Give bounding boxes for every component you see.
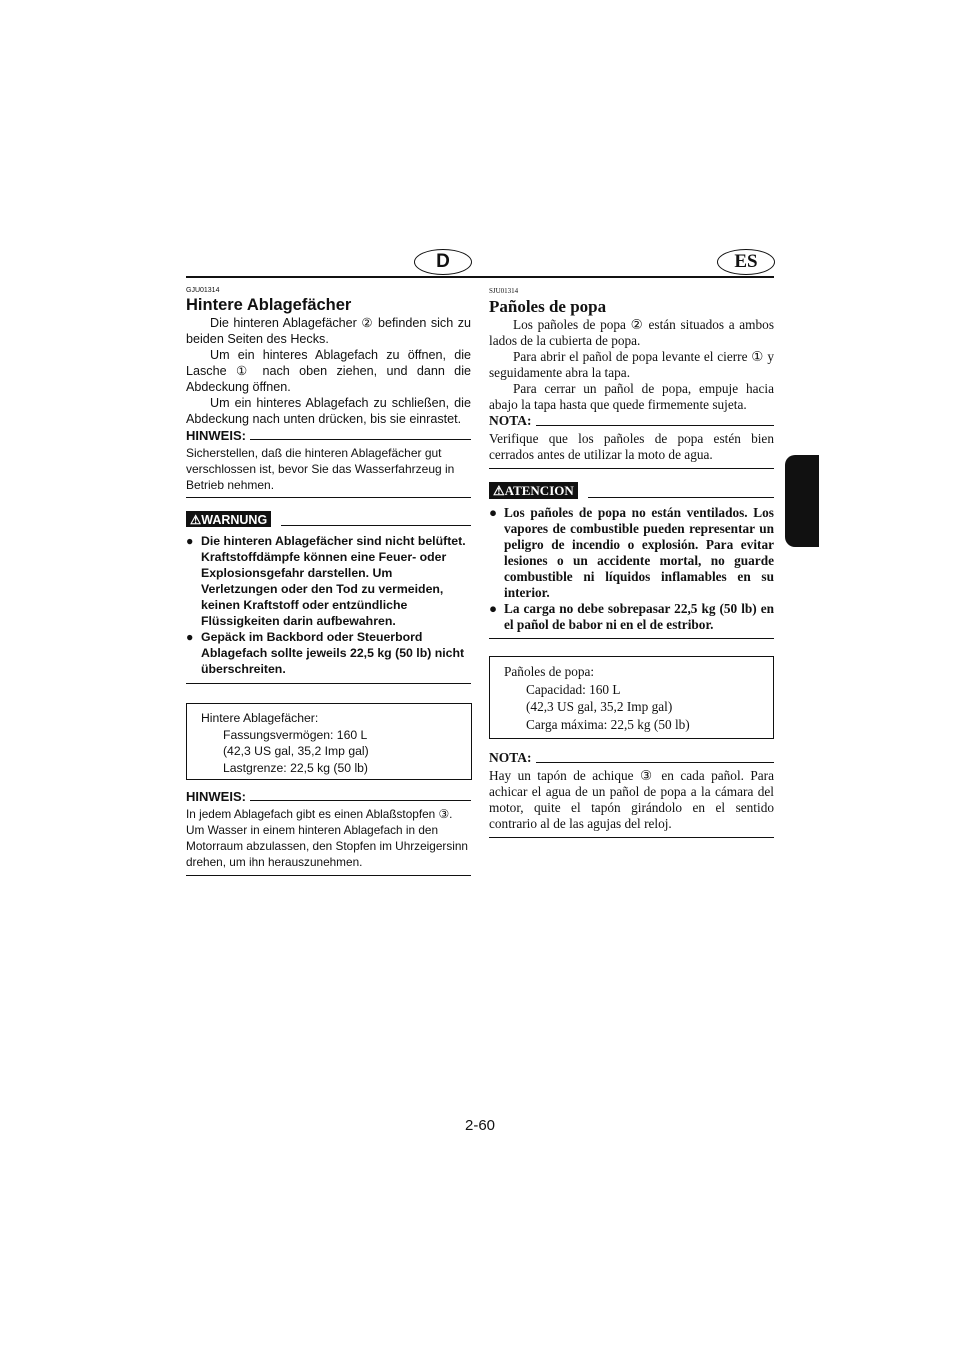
language-badge-d: D: [414, 249, 472, 275]
paragraph: Los pañoles de popa ② están situados a ambos lados de la cubierta de popa.: [489, 317, 774, 348]
warning-item: ● Los pañoles de popa no están ventilados. Los vapores de combustible pueden representar un peligro de incendio o explosión. Para evitar lesiones o un accidente mortal, no guarde combustible ni líquidos inflamables en su interior.: [489, 505, 774, 600]
warning-item: ● La carga no debe sobrepasar 22,5 kg (50 lb) en el pañol de babor ni en el de estribor.: [489, 601, 774, 632]
note-body: Verifique que los pañoles de popa estén bien cerrados antes de utilizar la moto de agua.: [489, 431, 774, 469]
paragraph: Para abrir el pañol de popa levante el cierre ① y seguidamente abra la tapa.: [489, 349, 774, 380]
paragraph: Die hinteren Ablagefächer ② befinden sich zu beiden Seiten des Hecks.: [186, 316, 471, 346]
spec-line: (42,3 US gal, 35,2 Imp gal): [223, 744, 369, 758]
section-title: Hintere Ablagefächer: [186, 296, 352, 314]
section-title: Pañoles de popa: [489, 297, 607, 316]
warning-item: ● Die hinteren Ablagefächer sind nicht belüftet. Kraftstoffdämpfe können eine Feuer- oder Explosionsgefahr darstellen. Um Verletzungen oder den Tod zu vermeiden, keinen Kraftstoff oder entzündliche Flüssigkeiten darin aufbewahren.: [186, 534, 466, 628]
bullet-icon: ●: [186, 630, 194, 644]
note-body: In jedem Ablagefach gibt es einen Ablaßstopfen ③. Um Wasser in einem hinteren Ablagefach in den Motorraum abzulassen, den Stopfen im Uhrzeigersinn drehen, um ihn herauszunehmen.: [186, 806, 471, 876]
paragraph: Para cerrar un pañol de popa, empuje hacia abajo la tapa hasta que quede firmemente sujeta.: [489, 381, 774, 412]
bullet-icon: ●: [489, 505, 498, 520]
warning-heading: [489, 482, 774, 499]
section-code: GJU01314: [186, 287, 220, 294]
bullet-icon: ●: [489, 601, 498, 616]
note-heading-label: HINWEIS:: [186, 789, 246, 804]
paragraph: Um ein hinteres Ablagefach zu öffnen, die Lasche ① nach oben ziehen, und dann die Abdeckung öffnen.: [186, 348, 471, 394]
note-body: Hay un tapón de achique ③ en cada pañol. Para achicar el agua de un pañol de popa a la cámara del motor, quite el tapón girándolo en el sentido contrario al de las agujas del reloj.: [489, 768, 774, 838]
header-rule: [186, 276, 774, 278]
section-tab: [785, 455, 819, 547]
spec-box: [489, 656, 774, 739]
german-column: [186, 287, 471, 684]
note-heading: [489, 750, 774, 766]
spec-line: (42,3 US gal, 35,2 Imp gal): [526, 699, 673, 714]
bullet-icon: ●: [186, 534, 194, 548]
note-heading: [186, 428, 471, 443]
note-heading: [489, 413, 774, 429]
warning-item: ● Gepäck im Backbord oder Steuerbord Ablagefach sollte jeweils 22,5 kg (50 lb) nicht überschreiten.: [186, 630, 465, 676]
note-heading-label: NOTA:: [489, 413, 532, 428]
language-badge-es: ES: [717, 249, 775, 275]
warning-badge: ⚠ATENCION: [489, 482, 578, 499]
german-note-2: [186, 789, 471, 876]
spec-box: [186, 703, 472, 780]
note-body: Sicherstellen, daß die hinteren Ablagefächer gut verschlossen ist, bevor Sie das Wasserfahrzeug in Betrieb nehmen.: [186, 445, 471, 498]
spanish-note-2: [489, 750, 774, 838]
section-code: SJU01314: [489, 287, 519, 295]
spec-line: Capacidad: 160 L: [526, 681, 621, 697]
warning-badge: ⚠WARNUNG: [186, 511, 271, 527]
warning-list: [186, 533, 471, 684]
note-heading-label: HINWEIS:: [186, 428, 246, 443]
spec-line: Fassungsvermögen: 160 L: [223, 727, 368, 742]
spec-line: Carga máxima: 22,5 kg (50 lb): [526, 716, 690, 732]
warning-heading: [186, 511, 471, 527]
page-number: 2-60: [464, 1117, 496, 1134]
spec-line: Lastgrenze: 22,5 kg (50 lb): [223, 760, 368, 775]
spec-title: Hintere Ablagefächer:: [201, 711, 319, 725]
note-heading: [186, 789, 471, 804]
spec-title: Pañoles de popa:: [504, 664, 595, 679]
spanish-column: [489, 287, 774, 639]
note-heading-label: NOTA:: [489, 750, 532, 765]
warning-list: [489, 505, 774, 639]
paragraph: Um ein hinteres Ablagefach zu schließen, die Abdeckung nach unten drücken, bis sie einrastet.: [186, 396, 471, 426]
